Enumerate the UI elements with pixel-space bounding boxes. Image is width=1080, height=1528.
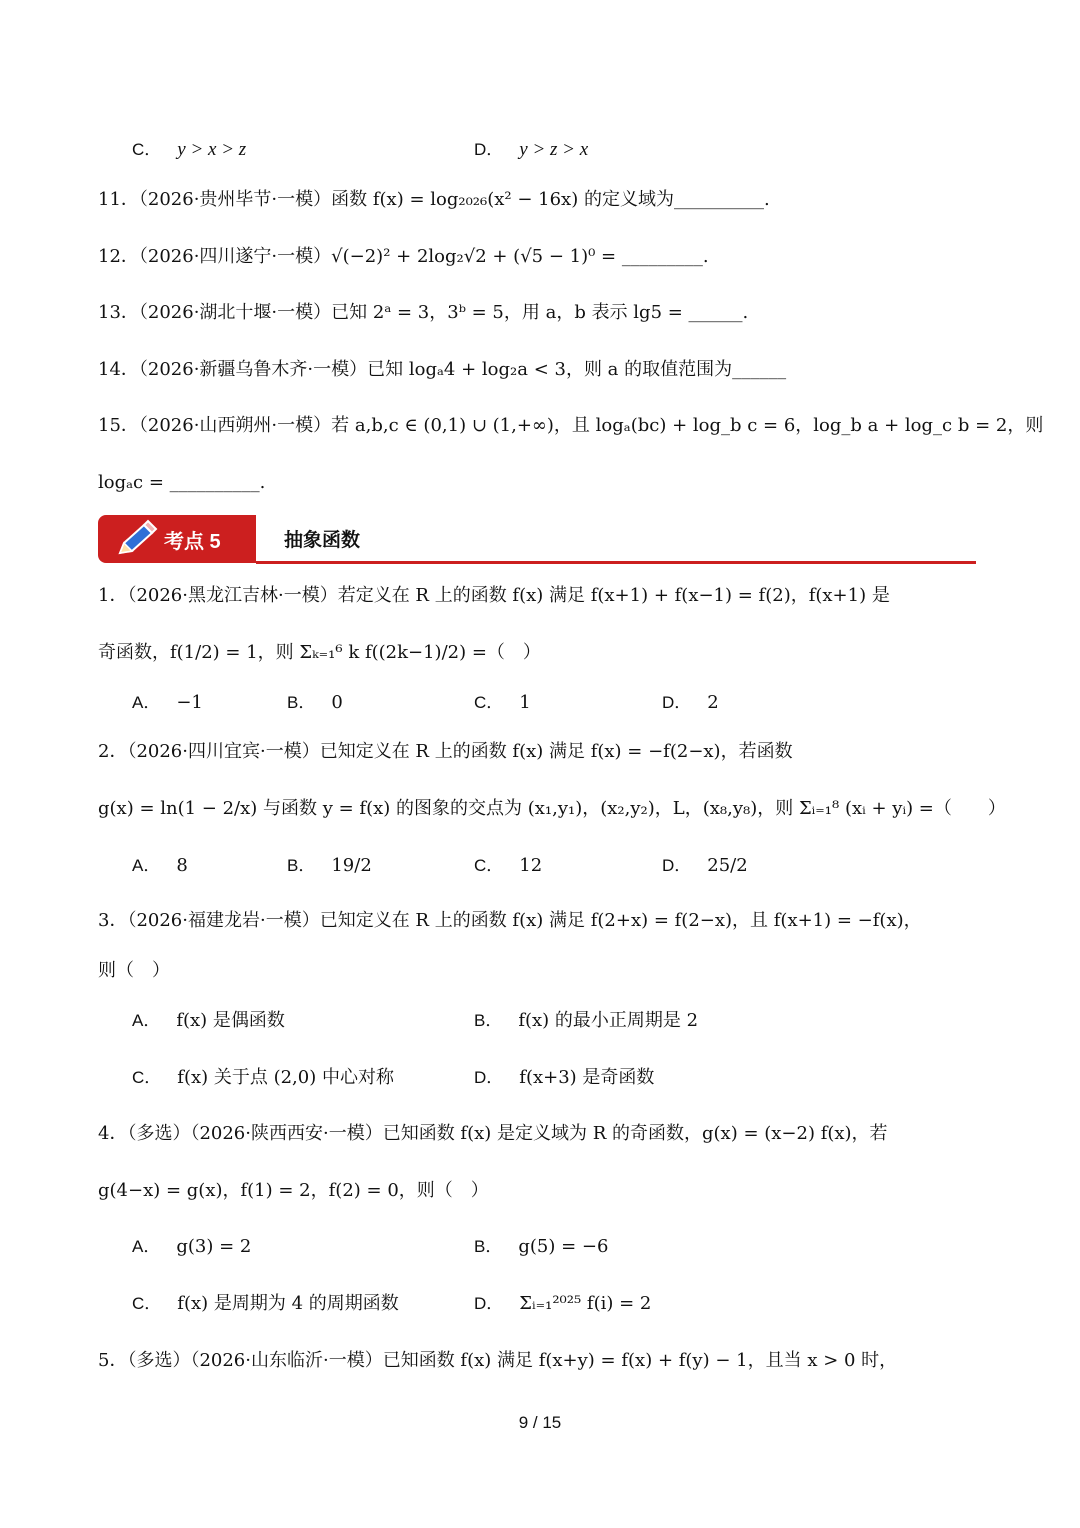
problem-1-option-a: A． −1 [132,692,203,713]
pencil-icon [114,519,158,559]
question-15-line2: logₐc = __________. [98,472,266,493]
problem-2-option-a: A． 8 [132,855,188,876]
section-tag-label: 考点 5 [164,531,221,553]
problem-1-option-c: C． 1 [474,692,531,713]
problem-4-option-c: C． f(x) 是周期为 4 的周期函数 [132,1293,399,1314]
question-13: 13．（2026·湖北十堰·一模）已知 2ᵃ = 3，3ᵇ = 5，用 a，b 表示 lg5 = ______. [98,302,749,323]
problem-4-option-a: A． g(3) = 2 [132,1236,252,1257]
section-header [98,513,976,565]
problem-3-option-a: A． f(x) 是偶函数 [132,1010,285,1031]
section-title: 抽象函数 [284,529,361,551]
problem-2-option-b: B． 19/2 [287,855,372,876]
problem-1-line1: 1．（2026·黑龙江吉林·一模）若定义在 R 上的函数 f(x) 满足 f(x+1) + f(x−1) = f(2)，f(x+1) 是 [98,585,890,606]
problem-2-line2: g(x) = ln(1 − 2/x) 与函数 y = f(x) 的图象的交点为 (x₁,y₁)，(x₂,y₂)，L，(x₈,y₈)，则 Σᵢ₌₁⁸ (xᵢ + yᵢ) =（ ） [98,798,1006,819]
question-11: 11．（2026·贵州毕节·一模）函数 f(x) = log₂₀₂₆(x² − 16x) 的定义域为__________. [98,189,770,210]
problem-2-option-d: D． 25/2 [662,855,748,876]
problem-1-option-d: D． 2 [662,692,719,713]
problem-2-option-c: C． 12 [474,855,543,876]
problem-4-option-d: D． Σᵢ₌₁²⁰²⁵ f(i) = 2 [474,1293,652,1314]
problem-3-line1: 3．（2026·福建龙岩·一模）已知定义在 R 上的函数 f(x) 满足 f(2+x) = f(2−x)，且 f(x+1) = −f(x)， [98,910,922,931]
problem-3-option-c: C． f(x) 关于点 (2,0) 中心对称 [132,1067,394,1088]
problem-4-option-b: B． g(5) = −6 [474,1236,609,1257]
question-15-line1: 15．（2026·山西朔州·一模）若 a,b,c ∈ (0,1) ∪ (1,+∞)，且 logₐ(bc) + log_b c = 6，log_b a + log_c b = 2，则 [98,415,1044,436]
problem-3-option-b: B． f(x) 的最小正周期是 2 [474,1010,699,1031]
problem-4-line2: g(4−x) = g(x)，f(1) = 2，f(2) = 0，则（ ） [98,1180,489,1201]
problem-3-line2: 则（ ） [98,960,170,981]
problem-3-option-d: D． f(x+3) 是奇函数 [474,1067,655,1088]
question-12: 12．（2026·四川遂宁·一模）√(−2)² + 2log₂√2 + (√5 − 1)⁰ = _________. [98,246,709,267]
question-14: 14．（2026·新疆乌鲁木齐·一模）已知 logₐ4 + log₂a < 3，则 a 的取值范围为______ [98,359,787,380]
section-divider [256,561,976,564]
problem-5-line1: 5．（多选）（2026·山东临沂·一模）已知函数 f(x) 满足 f(x+y) = f(x) + f(y) − 1，且当 x > 0 时， [98,1350,898,1371]
q10-option-d: D． y > z > x [474,139,589,160]
problem-2-line1: 2．（2026·四川宜宾·一模）已知定义在 R 上的函数 f(x) 满足 f(x) = −f(2−x)，若函数 [98,741,793,762]
problem-1-line2: 奇函数，f(1/2) = 1，则 Σₖ₌₁⁶ k f((2k−1)/2) =（ ） [98,642,541,663]
page-number: 9 / 15 [518,1413,562,1432]
q10-option-c: C． y > x > z [132,139,247,160]
problem-4-line1: 4．（多选）（2026·陕西西安·一模）已知函数 f(x) 是定义域为 R 的奇函数，g(x) = (x−2) f(x)，若 [98,1123,888,1144]
section-tag [98,515,256,563]
problem-1-option-b: B． 0 [287,692,343,713]
